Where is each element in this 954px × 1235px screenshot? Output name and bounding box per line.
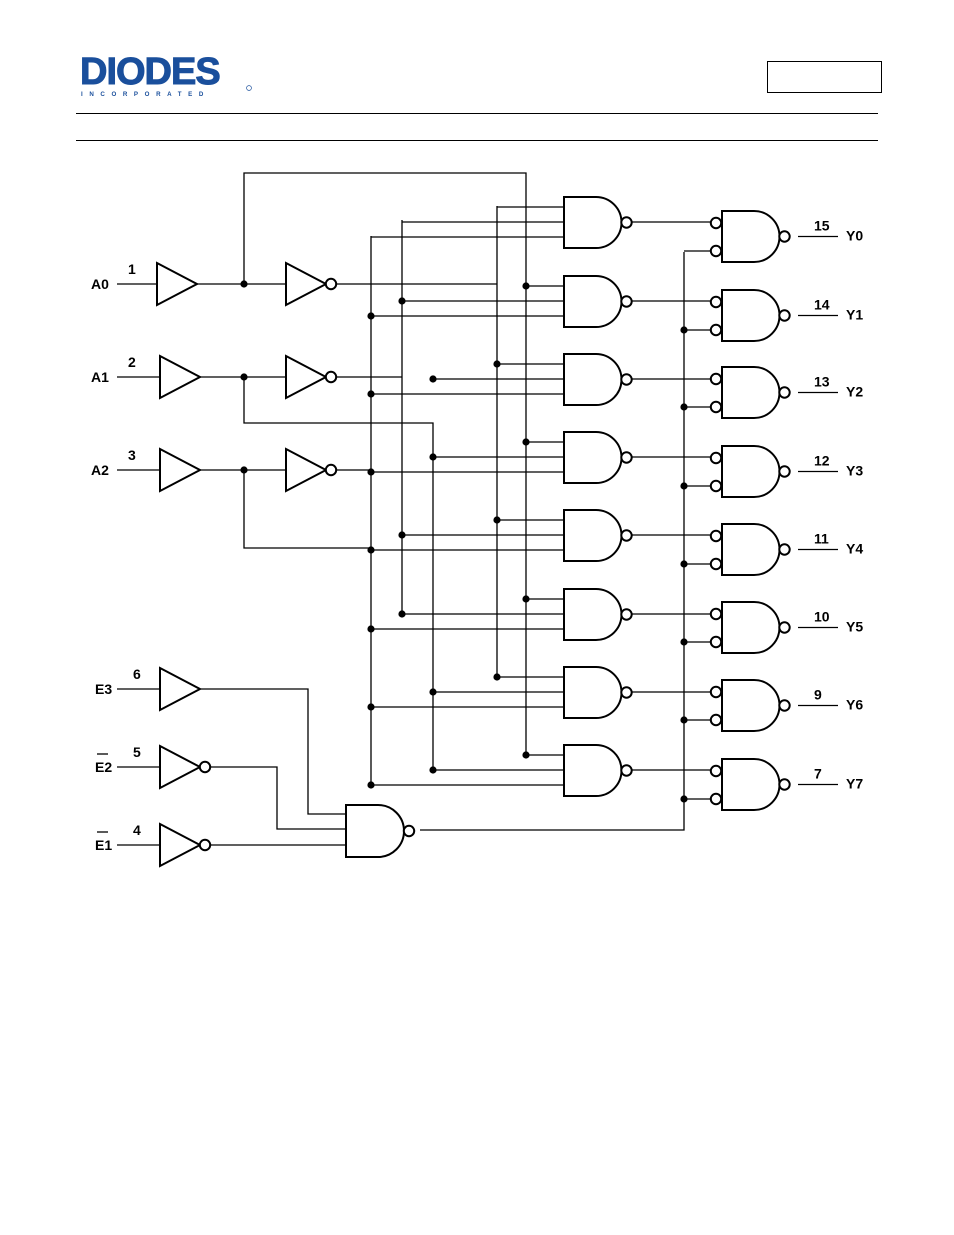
- pin-y3: 12: [814, 452, 830, 469]
- output-nand-1-bubble: [779, 310, 789, 320]
- pin-y0: 15: [814, 217, 830, 234]
- pin-y7: 7: [814, 765, 822, 782]
- enable-buffer-e1: [160, 824, 200, 866]
- junction-dot: [367, 625, 374, 632]
- label-e1: E1: [95, 837, 113, 853]
- label-a0: A0: [91, 276, 109, 292]
- junction-dot: [493, 516, 500, 523]
- output-nand-1: [722, 290, 780, 341]
- label-y4: Y4: [846, 540, 864, 557]
- output-input-bubble: [711, 794, 721, 804]
- nand-stage1-3-bubble: [621, 452, 631, 462]
- input-inverter-a2-bubble: [326, 465, 336, 475]
- junction-dot: [680, 638, 687, 645]
- logo-wordmark: DIODES: [80, 51, 220, 93]
- output-input-bubble: [711, 531, 721, 541]
- output-nand-5-bubble: [779, 622, 789, 632]
- output-input-bubble: [711, 715, 721, 725]
- enable-buffer-e2-bubble: [200, 762, 210, 772]
- enable-nand: [346, 805, 404, 857]
- output-input-bubble: [711, 374, 721, 384]
- output-input-bubble: [711, 402, 721, 412]
- pin-a1: 2: [128, 354, 136, 370]
- output-input-bubble: [711, 766, 721, 776]
- output-nand-2: [722, 367, 779, 418]
- output-nand-2-bubble: [779, 387, 789, 397]
- output-input-bubble: [711, 481, 721, 491]
- junction-dot: [367, 546, 374, 553]
- e3-wire: [201, 689, 346, 814]
- input-inverter-a1: [286, 356, 326, 398]
- output-nand-3-bubble: [779, 466, 789, 476]
- input-buffer-a1: [160, 356, 200, 398]
- junction-dot: [429, 375, 436, 382]
- output-nand-0-bubble: [779, 231, 789, 241]
- output-input-bubble: [711, 687, 721, 697]
- label-y1: Y1: [846, 306, 864, 323]
- label-y0: Y0: [846, 227, 864, 244]
- nand-stage1-2: [564, 354, 622, 405]
- output-input-bubble: [711, 297, 721, 307]
- enable-bus: [420, 252, 684, 830]
- nand-stage1-0-bubble: [621, 217, 631, 227]
- output-nand-3: [722, 446, 780, 497]
- pin-a0: 1: [128, 261, 136, 277]
- junction-dot: [398, 531, 405, 538]
- label-e3: E3: [95, 681, 113, 697]
- junction-dot: [680, 560, 687, 567]
- input-inverter-a2: [286, 449, 326, 491]
- input-inverter-a1-bubble: [326, 372, 336, 382]
- logo-subtext: INCORPORATED: [81, 91, 210, 98]
- junction-dot: [367, 781, 374, 788]
- output-nand-6: [722, 680, 780, 731]
- junction-dot: [367, 390, 374, 397]
- nand-stage1-3: [564, 432, 622, 483]
- a2-true-feed: [244, 470, 371, 548]
- nand-stage1-5: [564, 589, 622, 640]
- nand-stage1-1-bubble: [621, 296, 631, 306]
- output-nand-4: [722, 524, 780, 575]
- output-nand-5: [722, 602, 780, 653]
- nand-stage1-2-bubble: [621, 374, 631, 384]
- junction-dot: [429, 688, 436, 695]
- label-a2: A2: [91, 462, 109, 478]
- junction-dot: [429, 766, 436, 773]
- junction-dot: [493, 673, 500, 680]
- junction-dot: [429, 453, 436, 460]
- label-y6: Y6: [846, 696, 864, 713]
- enable-buffer-e1-bubble: [200, 840, 210, 850]
- junction-dot: [680, 795, 687, 802]
- label-y2: Y2: [846, 383, 864, 400]
- enable-buffer-e3: [160, 668, 200, 710]
- output-nand-0: [722, 211, 780, 262]
- output-input-bubble: [711, 559, 721, 569]
- nand-stage1-4: [564, 510, 622, 561]
- junction-dot: [680, 716, 687, 723]
- e2-wire: [210, 767, 346, 829]
- output-input-bubble: [711, 637, 721, 647]
- junction-dot: [398, 610, 405, 617]
- junction-dot: [522, 751, 529, 758]
- pin-e3: 6: [133, 666, 141, 682]
- junction-dot: [367, 703, 374, 710]
- junction-dot: [240, 466, 247, 473]
- pin-e1: 4: [133, 822, 141, 838]
- nand-stage1-6-bubble: [621, 687, 631, 697]
- junction-dot: [522, 595, 529, 602]
- enable-buffer-e2: [160, 746, 200, 788]
- junction-dot: [680, 326, 687, 333]
- junction-dot: [240, 373, 247, 380]
- pin-e2: 5: [133, 744, 141, 760]
- junction-dot: [522, 438, 529, 445]
- output-input-bubble: [711, 218, 721, 228]
- junction-dot: [680, 403, 687, 410]
- nand-stage1-4-bubble: [621, 530, 631, 540]
- output-input-bubble: [711, 609, 721, 619]
- label-y7: Y7: [846, 775, 864, 792]
- junction-dot: [522, 282, 529, 289]
- a1-true-bus: [244, 377, 433, 768]
- output-input-bubble: [711, 453, 721, 463]
- input-buffer-a2: [160, 449, 200, 491]
- pin-a2: 3: [128, 447, 136, 463]
- enable-nand-bubble: [404, 826, 414, 836]
- pin-y4: 11: [814, 530, 829, 547]
- nand-stage1-6: [564, 667, 622, 718]
- output-nand-7-bubble: [779, 779, 789, 789]
- junction-dot: [680, 482, 687, 489]
- label-e2: E2: [95, 759, 113, 775]
- output-nand-4-bubble: [779, 544, 789, 554]
- junction-dot: [367, 312, 374, 319]
- output-nand-7: [722, 759, 780, 810]
- output-input-bubble: [711, 246, 721, 256]
- gates: [157, 197, 790, 866]
- pin-y2: 13: [814, 373, 830, 390]
- input-inverter-a0-bubble: [326, 279, 336, 289]
- nand-stage1-7-bubble: [621, 765, 631, 775]
- wires: [97, 173, 838, 845]
- pin-y6: 9: [814, 686, 822, 703]
- junction-dot: [367, 468, 374, 475]
- junction-dot: [398, 297, 405, 304]
- nand-stage1-1: [564, 276, 622, 327]
- nand-stage1-5-bubble: [621, 609, 631, 619]
- input-inverter-a0: [286, 263, 326, 305]
- nand-stage1-0: [564, 197, 622, 248]
- nand-stage1-7: [564, 745, 622, 796]
- output-nand-6-bubble: [779, 700, 789, 710]
- input-buffer-a0: [157, 263, 197, 305]
- pin-y5: 10: [814, 608, 830, 625]
- label-a1: A1: [91, 369, 109, 385]
- pin-y1: 14: [814, 296, 830, 313]
- label-y3: Y3: [846, 462, 864, 479]
- junction-dot: [493, 360, 500, 367]
- output-input-bubble: [711, 325, 721, 335]
- junction-dot: [240, 280, 247, 287]
- label-y5: Y5: [846, 618, 864, 635]
